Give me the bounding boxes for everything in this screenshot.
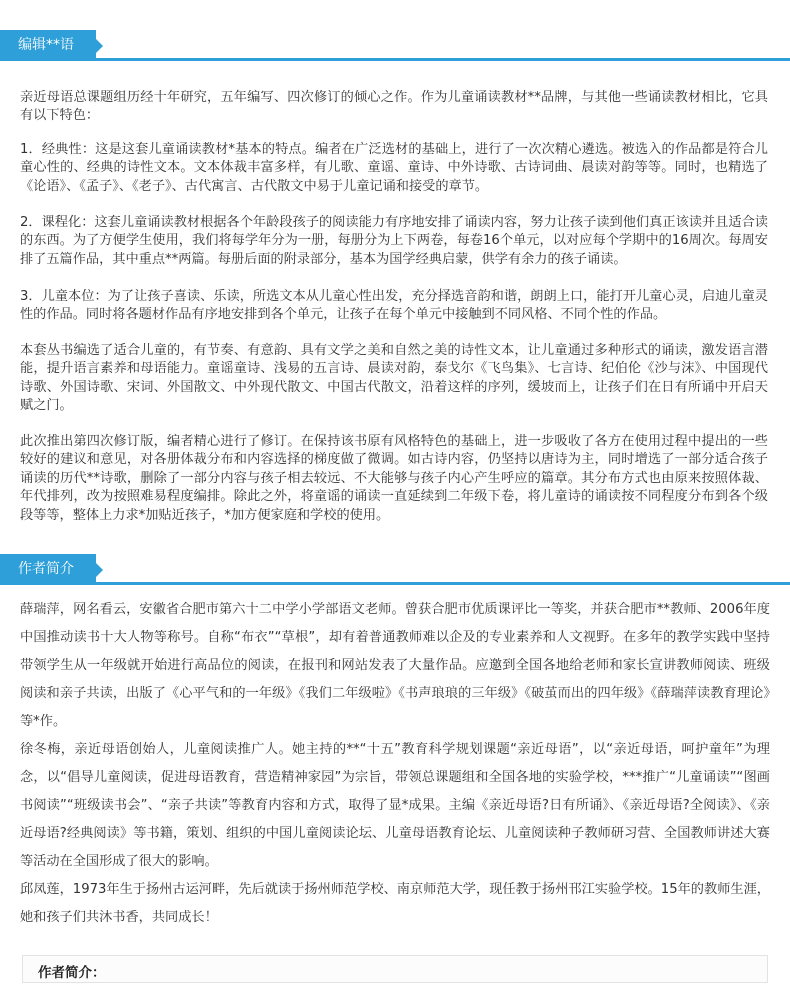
editor-section-title: 编辑**语 [0, 30, 96, 61]
author-bio-qiu-fenglian: 邱凤莲，1973年生于扬州古运河畔，先后就读于扬州师范学校、南京师范大学，现任教于扬州邗江实验学校。15年的教师生涯，她和孩子们共沐书香，共同成长！ [20, 882, 770, 925]
editor-paragraph-series: 本套丛书编选了适合儿童的，有节奏、有意韵、具有文学之美和自然之美的诗性文本，让儿童通过多种形式的诵读，激发语言潜能，提升语言素养和母语能力。童谣童诗、浅易的五言诗、晨读对韵，泰戈尔《飞鸟集》、七言诗、纪伯伦《沙与沫》、中国现代诗歌、外国诗歌、宋词、外国散文、中外现代散文、中国古代散文，沿着这样的序列，缓坡而上，让孩子们在日有所诵中开启天赋之门。 [20, 343, 768, 414]
editor-section-header [0, 27, 790, 61]
author-intro-box-title: 作者简介： [38, 965, 106, 981]
author-section-header [0, 551, 790, 585]
author-bio-xu-dongmei: 徐冬梅，亲近母语创始人，儿童阅读推广人。她主持的**“十五”教育科学规划课题“亲近母语”，以“亲近母语，呵护童年”为理念，以“倡导儿童阅读，促进母语教育，营造精神家园”为宗旨，带领总课题组和全国各地的实验学校，***推广“儿童诵读”“图画书阅读”“班级读书会”、“亲子共读”等教育内容和方式，取得了显*成果。主编《亲近母语?日有所诵》、《亲近母语?全阅读》、《亲近母语?经典阅读》等书籍，策划、组织的中国儿童阅读论坛、儿童母语教育论坛、儿童阅读种子教师研习营、全国教师讲述大赛等活动在全国形成了很大的影响。 [20, 742, 770, 869]
editor-paragraph-child-centered: 3．儿童本位：为了让孩子喜读、乐读，所选文本从儿童心性出发，充分择选音韵和谐，朗朗上口，能打开儿童心灵，启迪儿童灵性的作品。同时将各题材作品有序地安排到各个单元，让孩子在每个单元中接触到不同风格、不同个性的作品。 [20, 289, 768, 323]
editor-paragraph-classic: 1．经典性：这是这套儿童诵读教材*基本的特点。编者在广泛选材的基础上，进行了一次次精心遴选。被选入的作品都是符合儿童心性的、经典的诗性文本。文本体裁丰富多样，有儿歌、童谣、童诗、中外诗歌、古诗词曲、晨读对韵等等。同时，也精选了《论语》、《孟子》、《老子》、古代寓言、古代散文中易于儿童记诵和接受的章节。 [20, 142, 768, 194]
author-section-title: 作者简介 [0, 554, 96, 585]
editor-paragraph-curriculum: 2．课程化：这套儿童诵读教材根据各个年龄段孩子的阅读能力有序地安排了诵读内容，努力让孩子读到他们真正该读并且适合读的东西。为了方便学生使用，我们将每学年分为一册，每册分为上下两卷，每卷16个单元，以对应每个学期中的16周次。每周安排了五篇作品，其中重点**两篇。每册后面的附录部分，基本为国学经典启蒙，供学有余力的孩子诵读。 [20, 215, 768, 267]
editor-paragraph-intro: 亲近母语总课题组历经十年研究，五年编写、四次修订的倾心之作。作为儿童诵读教材**品牌，与其他一些诵读教材相比，它具有以下特色： [20, 90, 768, 124]
author-intro-box [22, 955, 768, 983]
editor-paragraph-revision: 此次推出第四次修订版，编者精心进行了修订。在保持该书原有风格特色的基础上，进一步吸收了各方在使用过程中提出的一些较好的建议和意见，对各册体裁分布和内容选择的梯度做了微调。如古诗内容，仍坚持以唐诗为主，同时增选了一部分适合孩子诵读的历代**诗歌，删除了一部分内容与孩子相去较远、不大能够与孩子内心产生呼应的篇章。其分布方式也由原来按照体裁、年代排列，改为按照难易程度编排。除此之外，将童谣的诵读一直延续到二年级下卷，将儿童诗的诵读按不同程度分布到各个级段等等，整体上力求*加贴近孩子，*加方便家庭和学校的使用。 [20, 434, 768, 523]
author-bio-xue-ruiping: 薛瑞萍，网名看云，安徽省合肥市第六十二中学小学部语文老师。曾获合肥市优质课评比一等奖，并获合肥市**教师、2006年度中国推动读书十大人物等称号。自称“布衣”“草根”，却有着普通教师难以企及的专业素养和人文视野。在多年的教学实践中坚持带领学生从一年级就开始进行高品位的阅读，在报刊和网站发表了大量作品。应邀到全国各地给老师和家长宣讲教师阅读、班级阅读和亲子共读，出版了《心平气和的一年级》《我们二年级啦》《书声琅琅的三年级》《破茧而出的四年级》《薛瑞萍读教育理论》等*作。 [20, 602, 770, 729]
